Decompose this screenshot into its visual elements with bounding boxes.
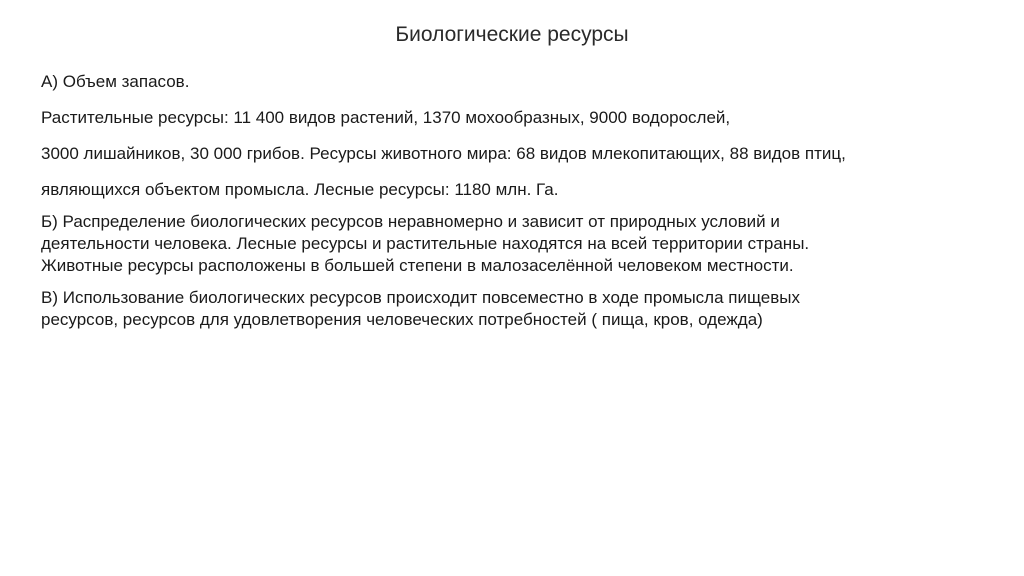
reserves-heading: А) Объем запасов.	[41, 72, 190, 91]
distribution-line: деятельности человека. Лесные ресурсы и растительные находятся на всей территории страны.	[41, 234, 810, 253]
lichens-animals-text: 3000 лишайников, 30 000 грибов. Ресурсы животного мира: 68 видов млекопитающих, 88 видов птиц,	[41, 144, 846, 163]
usage-line: В) Использование биологических ресурсов происходит повсеместно в ходе промысла пищевых	[41, 288, 800, 307]
usage-paragraph	[41, 287, 991, 331]
usage-line: ресурсов, ресурсов для удовлетворения человеческих потребностей ( пища, кров, одежда)	[41, 310, 763, 329]
forest-resources-text: являющихся объектом промысла. Лесные ресурсы: 1180 млн. Га.	[41, 180, 559, 199]
distribution-line: Животные ресурсы расположены в большей степени в малозаселённой человеком местности.	[41, 256, 794, 275]
distribution-paragraph	[41, 211, 991, 277]
plant-resources-text: Растительные ресурсы: 11 400 видов растений, 1370 мохообразных, 9000 водорослей,	[41, 108, 731, 127]
slide-title: Биологические ресурсы	[395, 23, 629, 46]
slide-content	[41, 71, 991, 331]
distribution-line: Б) Распределение биологических ресурсов неравномерно и зависит от природных условий и	[41, 212, 780, 231]
